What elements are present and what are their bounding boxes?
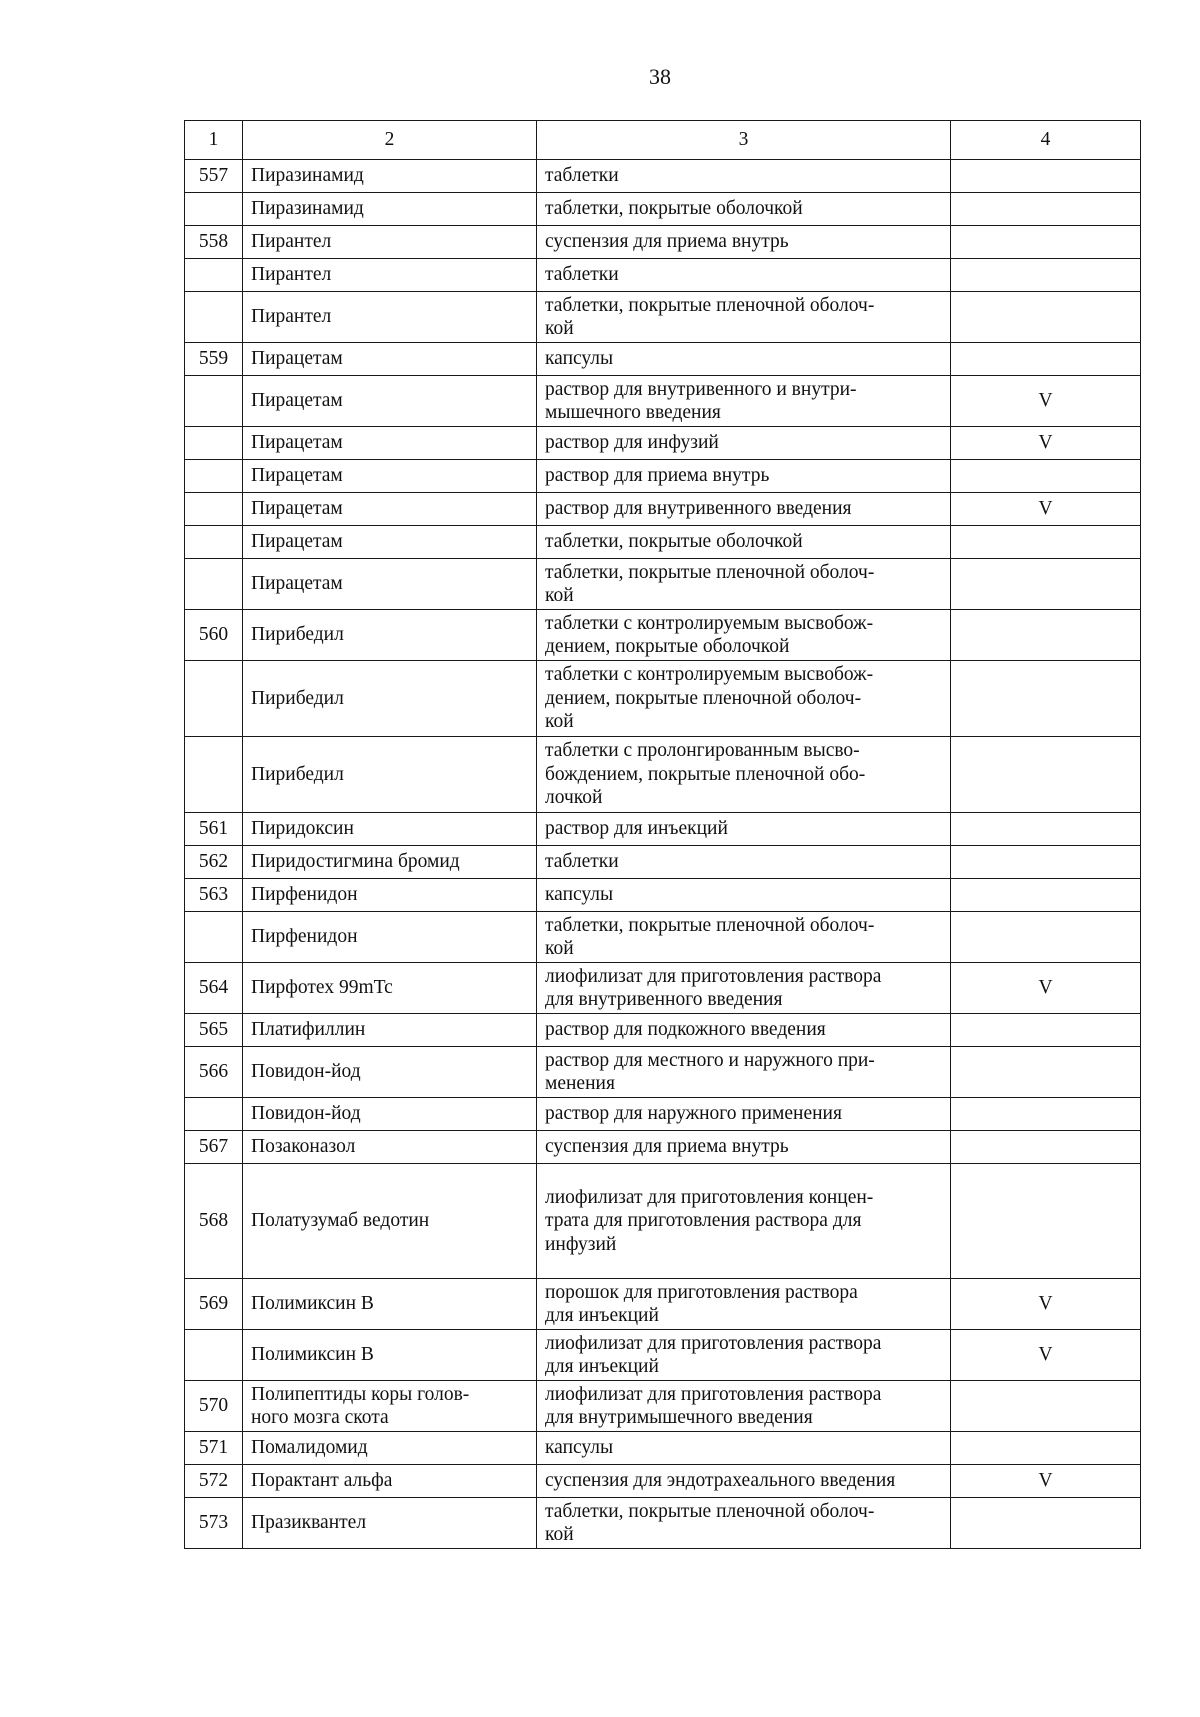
row-number-cell [185,193,243,226]
table-row [185,846,1141,879]
dosage-form-cell: таблетки, покрытые пленочной оболоч- кой [537,292,951,343]
drug-name-cell: Полимиксин В [243,1279,537,1330]
row-number-cell [185,427,243,460]
dosage-form-cell: лиофилизат для приготовления раствора для внутримышечного введения [537,1381,951,1432]
table-row [185,1047,1141,1098]
row-number-cell: 561 [185,813,243,846]
mark-cell: V [951,493,1141,526]
row-number-cell: 562 [185,846,243,879]
dosage-form-cell: капсулы [537,1432,951,1465]
row-number-cell: 559 [185,343,243,376]
drug-name-cell: Пиразинамид [243,193,537,226]
drug-name-cell: Пирибедил [243,661,537,737]
dosage-form-cell: раствор для местного и наружного при- менения [537,1047,951,1098]
dosage-form-cell: раствор для подкожного введения [537,1014,951,1047]
table-row [185,292,1141,343]
drug-name-cell: Позаконазол [243,1131,537,1164]
column-header-2: 2 [243,121,537,160]
row-number-cell: 564 [185,963,243,1014]
table-row [185,813,1141,846]
table-row [185,259,1141,292]
mark-cell [951,259,1141,292]
row-number-cell: 570 [185,1381,243,1432]
row-number-cell: 568 [185,1164,243,1279]
dosage-form-cell: таблетки, покрытые пленочной оболоч- кой [537,912,951,963]
mark-cell [951,343,1141,376]
drug-name-cell: Пирацетам [243,427,537,460]
drug-name-cell: Празиквантел [243,1498,537,1549]
mark-cell [951,1047,1141,1098]
drug-name-cell: Платифиллин [243,1014,537,1047]
table-row [185,1381,1141,1432]
mark-cell [951,160,1141,193]
mark-cell: V [951,963,1141,1014]
table-row [185,1498,1141,1549]
row-number-cell [185,1330,243,1381]
dosage-form-cell: таблетки с пролонгированным высво- бождением, покрытые пленочной обо- лочкой [537,737,951,813]
dosage-form-cell: порошок для приготовления раствора для инъекций [537,1279,951,1330]
drug-name-cell: Пирацетам [243,559,537,610]
row-number-cell [185,259,243,292]
mark-cell [951,1432,1141,1465]
mark-cell [951,292,1141,343]
drug-name-cell: Полимиксин В [243,1330,537,1381]
row-number-cell [185,1098,243,1131]
mark-cell [951,193,1141,226]
mark-cell [951,737,1141,813]
table-row [185,661,1141,737]
drug-name-cell: Порактант альфа [243,1465,537,1498]
drug-name-cell: Пирфенидон [243,879,537,912]
dosage-form-cell: раствор для внутривенного введения [537,493,951,526]
table-row [185,1465,1141,1498]
mark-cell [951,1164,1141,1279]
drug-name-cell: Пирибедил [243,737,537,813]
drug-name-cell: Пирфенидон [243,912,537,963]
drug-name-cell: Пиридоксин [243,813,537,846]
column-header-1: 1 [185,121,243,160]
mark-cell [951,846,1141,879]
mark-cell: V [951,1330,1141,1381]
row-number-cell [185,661,243,737]
mark-cell: V [951,427,1141,460]
mark-cell [951,226,1141,259]
row-number-cell [185,292,243,343]
table-row [185,559,1141,610]
dosage-form-cell: таблетки с контролируемым высвобож- дением, покрытые пленочной оболоч- кой [537,661,951,737]
row-number-cell: 569 [185,1279,243,1330]
drug-name-cell: Повидон-йод [243,1047,537,1098]
drug-name-cell: Полатузумаб ведотин [243,1164,537,1279]
row-number-cell [185,493,243,526]
drug-name-cell: Пиразинамид [243,160,537,193]
drug-name-cell: Пирантел [243,259,537,292]
mark-cell [951,1014,1141,1047]
dosage-form-cell: суспензия для приема внутрь [537,226,951,259]
table-row [185,1014,1141,1047]
mark-cell [951,912,1141,963]
mark-cell [951,879,1141,912]
dosage-form-cell: раствор для приема внутрь [537,460,951,493]
table-row [185,1279,1141,1330]
table-row [185,526,1141,559]
drug-table [184,120,1141,1549]
row-number-cell: 571 [185,1432,243,1465]
dosage-form-cell: лиофилизат для приготовления раствора для внутривенного введения [537,963,951,1014]
table-row [185,343,1141,376]
drug-name-cell: Пирацетам [243,526,537,559]
mark-cell [951,1381,1141,1432]
dosage-form-cell: таблетки [537,259,951,292]
mark-cell [951,1131,1141,1164]
dosage-form-cell: суспензия для эндотрахеального введения [537,1465,951,1498]
table-row [185,963,1141,1014]
dosage-form-cell: таблетки, покрытые оболочкой [537,526,951,559]
table-row [185,1131,1141,1164]
table-row [185,1098,1141,1131]
table-row [185,610,1141,661]
column-header-3: 3 [537,121,951,160]
drug-name-cell: Полипептиды коры голов- ного мозга скота [243,1381,537,1432]
mark-cell [951,661,1141,737]
row-number-cell: 572 [185,1465,243,1498]
drug-name-cell: Пирацетам [243,460,537,493]
drug-name-cell: Повидон-йод [243,1098,537,1131]
row-number-cell [185,376,243,427]
table-row [185,376,1141,427]
table-row [185,226,1141,259]
mark-cell [951,610,1141,661]
dosage-form-cell: таблетки [537,160,951,193]
dosage-form-cell: капсулы [537,879,951,912]
table-row [185,160,1141,193]
drug-name-cell: Пирибедил [243,610,537,661]
table-row [185,493,1141,526]
table-row [185,879,1141,912]
drug-name-cell: Пирфотех 99mTc [243,963,537,1014]
table-row [185,1330,1141,1381]
table-row [185,1432,1141,1465]
row-number-cell [185,912,243,963]
drug-name-cell: Пирацетам [243,343,537,376]
mark-cell [951,1498,1141,1549]
dosage-form-cell: суспензия для приема внутрь [537,1131,951,1164]
row-number-cell: 565 [185,1014,243,1047]
table-row [185,427,1141,460]
dosage-form-cell: таблетки с контролируемым высвобож- дением, покрытые оболочкой [537,610,951,661]
mark-cell [951,460,1141,493]
dosage-form-cell: таблетки, покрытые оболочкой [537,193,951,226]
dosage-form-cell: капсулы [537,343,951,376]
table-row [185,460,1141,493]
table-body [185,160,1141,1549]
drug-name-cell: Пирацетам [243,493,537,526]
dosage-form-cell: раствор для инъекций [537,813,951,846]
row-number-cell [185,559,243,610]
table-row [185,193,1141,226]
row-number-cell: 573 [185,1498,243,1549]
dosage-form-cell: раствор для внутривенного и внутри- мышечного введения [537,376,951,427]
drug-name-cell: Пиридостигмина бромид [243,846,537,879]
row-number-cell [185,526,243,559]
row-number-cell: 563 [185,879,243,912]
column-header-4: 4 [951,121,1141,160]
table-row [185,912,1141,963]
dosage-form-cell: лиофилизат для приготовления концен- трата для приготовления раствора для инфузий [537,1164,951,1279]
row-number-cell [185,737,243,813]
mark-cell [951,1098,1141,1131]
row-number-cell: 566 [185,1047,243,1098]
dosage-form-cell: таблетки, покрытые пленочной оболоч- кой [537,559,951,610]
drug-name-cell: Пирацетам [243,376,537,427]
mark-cell: V [951,1279,1141,1330]
drug-name-cell: Помалидомид [243,1432,537,1465]
mark-cell: V [951,376,1141,427]
row-number-cell: 560 [185,610,243,661]
row-number-cell [185,460,243,493]
dosage-form-cell: таблетки, покрытые пленочной оболоч- кой [537,1498,951,1549]
mark-cell [951,813,1141,846]
row-number-cell: 567 [185,1131,243,1164]
table-header-row [185,121,1141,160]
mark-cell [951,559,1141,610]
table-row [185,1164,1141,1279]
dosage-form-cell: раствор для наружного применения [537,1098,951,1131]
mark-cell: V [951,1465,1141,1498]
table-row [185,737,1141,813]
drug-name-cell: Пирантел [243,226,537,259]
dosage-form-cell: таблетки [537,846,951,879]
page-number: 38 [649,64,671,89]
mark-cell [951,526,1141,559]
row-number-cell: 558 [185,226,243,259]
row-number-cell: 557 [185,160,243,193]
drug-name-cell: Пирантел [243,292,537,343]
dosage-form-cell: раствор для инфузий [537,427,951,460]
dosage-form-cell: лиофилизат для приготовления раствора для инъекций [537,1330,951,1381]
